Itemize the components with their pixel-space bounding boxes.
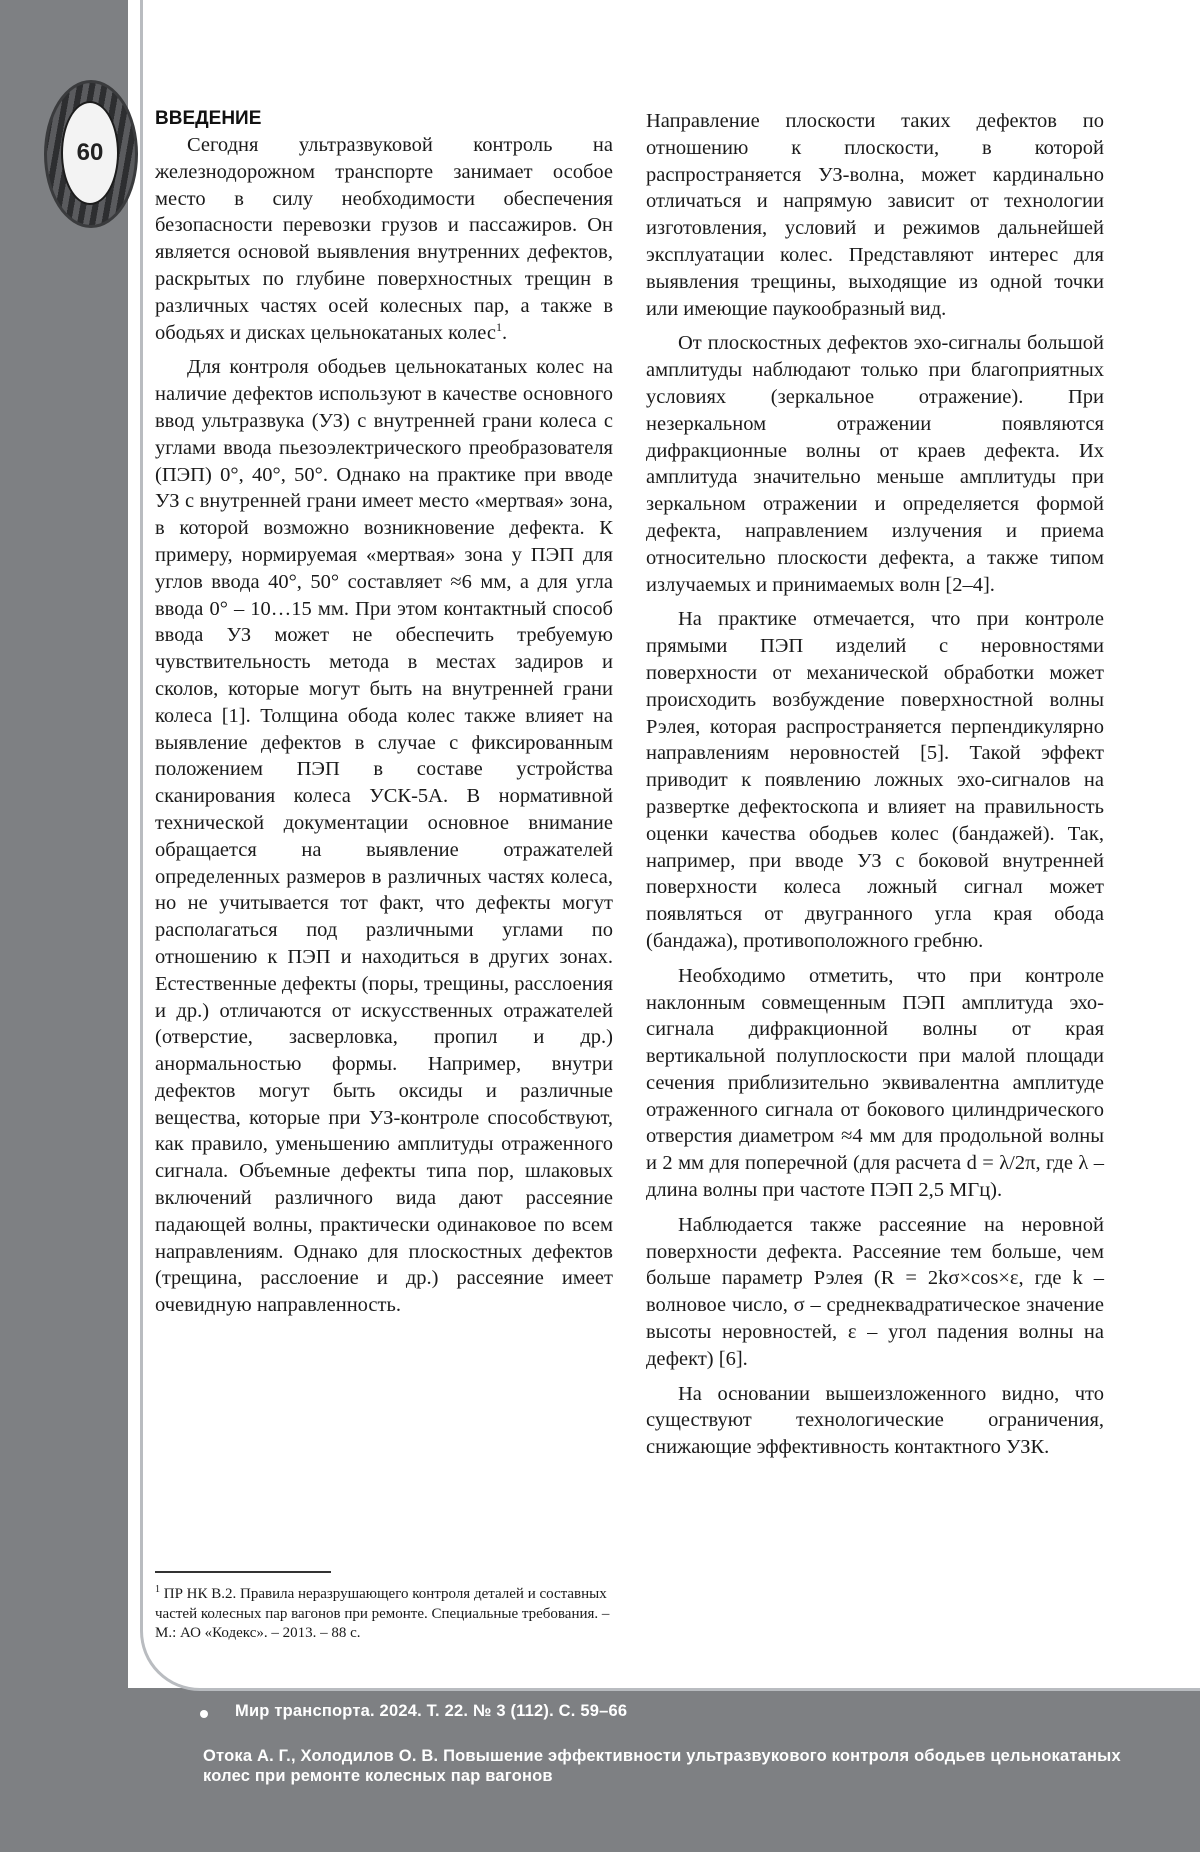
page-number-badge	[61, 101, 119, 205]
paragraph: Наблюдается также рассеяние на неровной поверхности дефекта. Рассеяние тем больше, чем больше параметр Рэлея (R = 2kσ×cos×ε, где k – волновое число, σ – среднеквадратическое значение высоты неровностей, ε – угол падения волны на дефект) [6].	[646, 1213, 1104, 1370]
page-number: 60	[76, 139, 104, 166]
footnote	[155, 1585, 615, 1644]
paragraph: Направление плоскости таких дефектов по отношению к плоскости, в которой распространяется УЗ-волна, может кардинально отличаться и напрямую зависит от технологии изготовления, условий и режимов дальнейшей эксплуатации колес. Представляют интерес для выявления трещины, выходящие из одной точки или имеющие паукообразный вид.	[646, 110, 1104, 320]
bullet-icon	[200, 1710, 208, 1718]
left-column	[155, 108, 613, 1327]
running-title: Отока А. Г., Холодилов О. В. Повышение эффективности ультразвукового контроля ободьев цельнокатаных колес при ремонте колесных пар вагонов	[203, 1747, 1121, 1785]
tire-icon	[44, 80, 138, 228]
paragraph: Необходимо отметить, что при контроле наклонным совмещенным ПЭП амплитуда эхо-сигнала дифракционной волны от края вертикальной полуплоскости при малой площади сечения приблизительно эквивалентна амплитуде отраженного сигнала от бокового цилиндрического отверстия диаметром ≈4 мм для продольной волны и 2 мм для поперечной (для расчета d = λ/2π, где λ – длина волны при частоте ПЭП 2,5 МГц).	[646, 964, 1104, 1202]
paragraph-end: .	[502, 321, 508, 344]
paragraph	[155, 132, 613, 346]
paragraph-text: Сегодня ультразвуковой контроль на железнодорожном транспорте занимает особое место в силу необходимости обеспечения безопасности перевозки грузов и пассажиров. Он является основой выявления внутренних дефектов, раскрытых по глубине поверхностных трещин в различных частях осей колесных пар, а также в ободьях и дисках цельнокатаных колес	[155, 134, 613, 344]
footnote-marker: 1	[155, 1584, 160, 1595]
footnote-divider	[155, 1571, 331, 1573]
paragraph: Для контроля ободьев цельнокатаных колес на наличие дефектов используют в качестве основного ввод ультразвука (УЗ) с внутренней грани колеса с углами ввода пьезоэлектрического преобразователя (ПЭП) 0°, 40°, 50°. Однако на практике при вводе УЗ с внутренней грани имеет место «мертвая» зона, в которой возможно возникновение дефекта. К примеру, нормируемая «мертвая» зона у ПЭП для углов ввода 40°, 50° составляет ≈6 мм, а для угла ввода 0° – 10…15 мм. При этом контактный способ ввода УЗ может не обеспечить требуемую чувствительность метода в местах задиров и сколов, которые могут быть на внутренней грани колеса [1]. Толщина обода колес также влияет на выявление дефектов в случае с фиксированным положением ПЭП в составе устройства сканирования колеса УСК-5А. В нормативной технической документации основное внимание обращается на выявление отражателей определенных размеров в различных частях колеса, но не учитывается тот факт, что дефекты могут располагаться под различными углами по отношению к ПЭП и находиться в других зонах. Естественные дефекты (поры, трещины, расслоения и др.) отличаются от искусственных отражателей (отверстие, засверловка, пропил и др.) анормальностью формы. Например, внутри дефектов могут быть оксиды и различные вещества, которые при УЗ-контроле способствуют, как правило, уменьшению амплитуды отраженного сигнала. Объемные дефекты типа пор, шлаковых включений различного вида дают рассеяние падающей волны, практически одинаковое по всем направлениям. Однако для плоскостных дефектов (трещина, расслоение и др.) рассеяние имеет очевидную направленность.	[155, 356, 613, 1317]
right-column	[646, 108, 1104, 1469]
section-heading: ВВЕДЕНИЕ	[155, 108, 262, 129]
journal-reference: Мир транспорта. 2024. Т. 22. № 3 (112). С. 59–66	[235, 1702, 628, 1720]
footnote-text: ПР НК В.2. Правила неразрушающего контроля деталей и составных частей колесных пар вагонов при ремонте. Специальные требования. – М.: АО «Кодекс». – 2013. – 88 с.	[155, 1586, 610, 1641]
paragraph: На практике отмечается, что при контроле прямыми ПЭП изделий с неровностями поверхности от механической обработки может происходить возбуждение поверхностной волны Рэлея, которая распространяется перпендикулярно направлениям неровностей [5]. Такой эффект приводит к появлению ложных эхо-сигналов на развертке дефектоскопа и влияет на правильность оценки качества ободьев колес (бандажей). Так, например, при вводе УЗ с боковой внутренней поверхности колеса ложный сигнал может появляться от двугранного угла края обода (бандажа), противоположного гребню.	[646, 608, 1104, 952]
left-grey-margin	[0, 0, 128, 1852]
paragraph: На основании вышеизложенного видно, что существуют технологические ограничения, снижающие эффективность контактного УЗК.	[646, 1382, 1104, 1459]
paragraph: От плоскостных дефектов эхо-сигналы большой амплитуды наблюдают только при благоприятных условиях (зеркальное отражение). При незеркальном отражении появляются дифракционные волны от краев дефекта. Их амплитуда значительно меньше амплитуды при зеркальном отражении и определяется формой дефекта, направлением излучения и приема относительно плоскости дефекта, а также типом излучаемых и принимаемых волн [2–4].	[646, 332, 1104, 596]
footnote-reference: 1	[496, 319, 502, 334]
